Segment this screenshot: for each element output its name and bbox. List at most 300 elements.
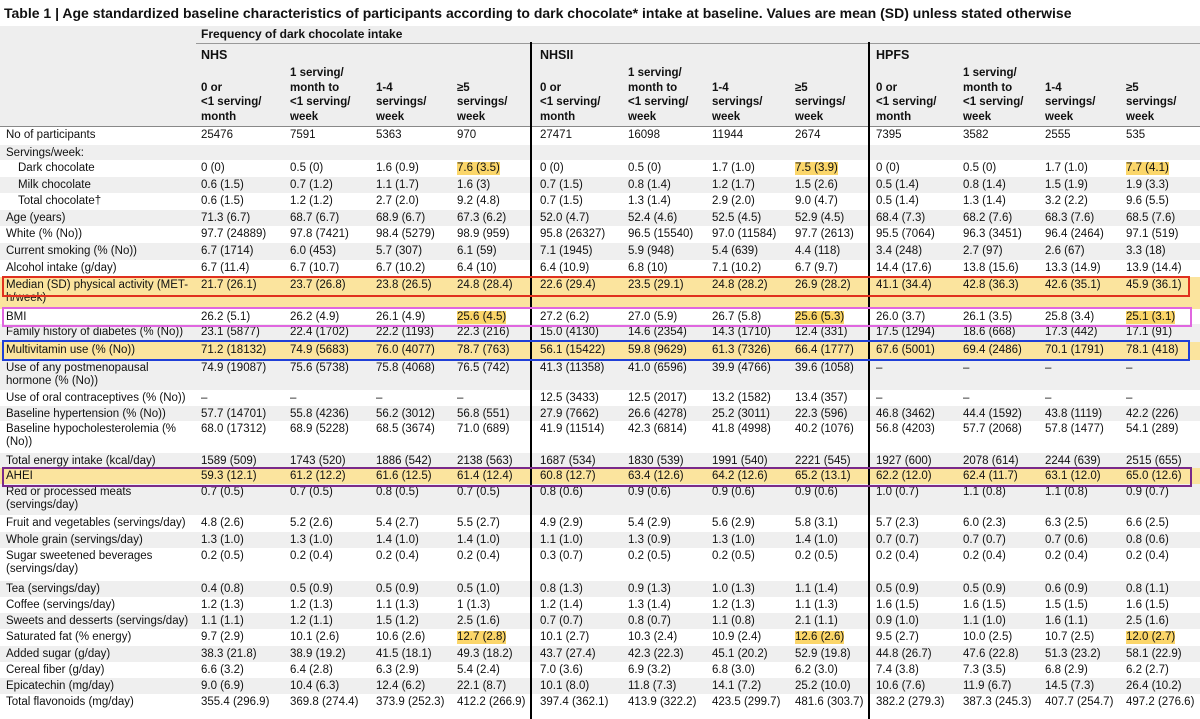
table-cell: 97.7 (2613) [795,228,854,240]
table-cell: 0.2 (0.5) [795,550,838,562]
table-row [0,406,1200,421]
table-cell: 13.4 (357) [795,392,848,404]
table-cell: 2078 (614) [963,455,1019,467]
table-cell: 43.7 (27.4) [540,648,596,660]
study-divider-hpfs [868,42,870,719]
table-cell: 65.0 (12.6) [1126,470,1182,482]
table-cell: 5.2 (2.6) [290,517,333,529]
table-cell: 423.5 (299.7) [712,696,781,708]
table-cell: 6.6 (2.5) [1126,517,1169,529]
table-cell: 6.1 (59) [457,245,497,257]
table-cell: 5.9 (948) [628,245,675,257]
table-row [0,177,1200,193]
table-cell: 13.3 (14.9) [1045,262,1101,274]
table-cell: 0.4 (0.8) [201,583,244,595]
row-label: Servings/week: [6,147,84,159]
table-cell: 26.0 (3.7) [876,311,926,323]
study-divider-nhsii [530,42,532,719]
table-cell: – [1126,362,1133,374]
table-cell: 5.8 (3.1) [795,517,838,529]
row-label: Fruit and vegetables (servings/day) [6,517,186,529]
table-cell: 62.4 (11.7) [963,470,1018,482]
table-cell: 1.1 (0.8) [712,615,755,627]
table-cell: 497.2 (276.6) [1126,696,1195,708]
table-cell: 369.8 (274.4) [290,696,359,708]
row-label: Added sugar (g/day) [6,648,111,660]
table-cell: 68.9 (5228) [290,423,349,435]
column-header: 1 serving/ month to <1 serving/ week [290,67,351,123]
table-cell: 0.2 (0.5) [628,550,671,562]
table-cell: 6.8 (10) [628,262,668,274]
table-cell: 12.4 (6.2) [376,680,426,692]
table-cell: 18.6 (668) [963,326,1016,338]
table-cell: 0.2 (0.5) [201,550,244,562]
table-cell: 2138 (563) [457,455,513,467]
table-cell: – [1126,392,1133,404]
table-cell: 10.9 (2.4) [712,631,762,643]
table-cell: 74.9 (19087) [201,362,267,374]
table-cell: 5.6 (2.9) [712,517,755,529]
table-cell: 14.6 (2354) [628,326,687,338]
table-cell: 40.2 (1076) [795,423,854,435]
table-cell: 2221 (545) [795,455,851,467]
table-cell: 2.6 (67) [1045,245,1085,257]
table-cell: 52.4 (4.6) [628,212,678,224]
table-cell: 1.1 (1.0) [540,534,583,546]
table-cell: 17.1 (91) [1126,326,1173,338]
table-cell: 96.4 (2464) [1045,228,1104,240]
table-row [0,421,1200,453]
table-cell: 75.8 (4068) [376,362,435,374]
table-cell: 1.1 (0.8) [1045,486,1088,498]
table-cell: 1.4 (1.0) [457,534,500,546]
frequency-header: Frequency of dark chocolate intake [201,27,403,41]
table-cell: – [290,392,297,404]
table-cell: 9.0 (6.9) [201,680,244,692]
table-cell: 17.5 (1294) [876,326,935,338]
table-row [0,581,1200,597]
table-cell: 16098 [628,129,660,141]
table-cell: 9.6 (5.5) [1126,195,1169,207]
table-cell: 49.3 (18.2) [457,648,513,660]
table-cell: 0.2 (0.4) [376,550,419,562]
table-cell: 6.7 (1714) [201,245,254,257]
table-cell: 25.8 (3.4) [1045,311,1095,323]
table-cell: 22.3 (216) [457,326,510,338]
table-cell: 52.0 (4.7) [540,212,590,224]
table-cell: 10.7 (2.5) [1045,631,1095,643]
table-cell: 26.7 (5.8) [712,311,762,323]
row-label: Whole grain (servings/day) [6,534,143,546]
table-cell: 1.1 (1.1) [201,615,244,627]
table-cell: 1.3 (1.4) [963,195,1006,207]
table-cell: 17.3 (442) [1045,326,1098,338]
row-label: Tea (servings/day) [6,583,100,595]
column-header: 0 or <1 serving/ month [201,81,262,123]
table-cell: 71.3 (6.7) [201,212,251,224]
table-row [0,678,1200,694]
table-cell: 1.0 (0.7) [876,486,919,498]
table-cell: 1886 (542) [376,455,432,467]
table-cell: 0.7 (0.7) [876,534,919,546]
table-cell: 26.2 (5.1) [201,311,251,323]
row-label: Dark chocolate [18,162,95,174]
row-label: Median (SD) physical activity (MET-h/week) [6,279,189,304]
table-cell: 9.7 (2.9) [201,631,244,643]
table-row [0,127,1200,145]
table-cell: 0.7 (0.6) [1045,534,1088,546]
table-row [0,309,1200,324]
table-cell: 0.9 (1.0) [876,615,919,627]
table-cell: 0.7 (0.5) [290,486,333,498]
table-cell: 0.9 (0.6) [712,486,755,498]
table-cell: 5.4 (2.9) [628,517,671,529]
table-cell: 412.2 (266.9) [457,696,526,708]
table-cell: 26.1 (4.9) [376,311,426,323]
table-cell: 97.1 (519) [1126,228,1179,240]
table-cell: 38.9 (19.2) [290,648,346,660]
table-cell: 60.8 (12.7) [540,470,596,482]
table-row [0,360,1200,390]
table-cell: 68.7 (6.7) [290,212,340,224]
table-cell: 68.9 (6.7) [376,212,426,224]
table-row [0,646,1200,662]
table-cell: 413.9 (322.2) [628,696,697,708]
table-cell: 78.7 (763) [457,344,510,356]
table-cell: 44.8 (26.7) [876,648,932,660]
table-cell: 1.1 (1.3) [795,599,838,611]
table-cell: 10.3 (2.4) [628,631,678,643]
table-cell: 44.4 (1592) [963,408,1022,420]
table-cell: 7.1 (1945) [540,245,593,257]
table-cell: 68.0 (17312) [201,423,267,435]
row-label: Multivitamin use (% (No)) [6,344,136,356]
table-cell: – [201,392,208,404]
table-cell: 4.4 (118) [795,245,841,257]
table-cell: 96.3 (3451) [963,228,1022,240]
table-cell: 0.5 (1.0) [457,583,500,595]
table-cell: 61.2 (12.2) [290,470,346,482]
table-row [0,390,1200,406]
table-cell: 55.8 (4236) [290,408,349,420]
table-cell: 0.7 (1.2) [290,179,333,191]
table-cell: 47.6 (22.8) [963,648,1019,660]
table-cell: 42.8 (36.3) [963,279,1019,291]
table-row [0,629,1200,646]
row-label: Alcohol intake (g/day) [6,262,117,274]
table-cell: 7.5 (3.9) [795,162,838,174]
table-cell: 1.6 (0.9) [376,162,419,174]
table-row [0,613,1200,629]
row-label: No of participants [6,129,96,141]
table-cell: 26.4 (10.2) [1126,680,1182,692]
table-cell: 1589 (509) [201,455,257,467]
table-cell: 3.4 (248) [876,245,923,257]
table-cell: 6.4 (10) [457,262,497,274]
table-cell: 27471 [540,129,572,141]
row-label: Family history of diabetes (% (No)) [6,326,184,338]
table-cell: 0.7 (0.7) [540,615,583,627]
row-label: Current smoking (% (No)) [6,245,137,257]
table-cell: 23.1 (5877) [201,326,260,338]
table-cell: 23.7 (26.8) [290,279,346,291]
table-cell: – [1045,392,1052,404]
table-cell: 0.6 (0.9) [1045,583,1088,595]
table-cell: 970 [457,129,477,141]
table-cell: 64.2 (12.6) [712,470,768,482]
table-cell: 26.1 (3.5) [963,311,1013,323]
table-cell: 0.5 (0.9) [963,583,1006,595]
row-label: Total flavonoids (mg/day) [6,696,134,708]
table-cell: 6.7 (10.2) [376,262,426,274]
table-cell: 0.2 (0.4) [457,550,500,562]
table-cell: 0.9 (0.6) [628,486,671,498]
table-cell: 12.4 (331) [795,326,848,338]
table-cell: 1.3 (1.0) [290,534,333,546]
table-cell: 0.6 (1.5) [201,179,244,191]
table-row [0,662,1200,678]
table-cell: 13.2 (1582) [712,392,771,404]
table-cell: 2515 (655) [1126,455,1182,467]
row-label: Baseline hypocholesterolemia (% (No)) [6,423,177,448]
table-row [0,468,1200,484]
study-header-nhs: NHS [201,48,228,62]
table-cell: 10.6 (2.6) [376,631,426,643]
row-label: Age (years) [6,212,66,224]
table-cell: 0.2 (0.4) [290,550,333,562]
table-cell: 1.2 (1.3) [290,599,333,611]
table-cell: 2.5 (1.6) [1126,615,1169,627]
table-cell: 63.1 (12.0) [1045,470,1101,482]
table-cell: 1.6 (1.5) [1126,599,1169,611]
table-cell: 3.3 (18) [1126,245,1166,257]
row-label: Baseline hypertension (% (No)) [6,408,166,420]
table-cell: 9.2 (4.8) [457,195,500,207]
table-cell: 1.9 (3.3) [1126,179,1169,191]
table-cell: 535 [1126,129,1146,141]
table-cell: 52.5 (4.5) [712,212,762,224]
table-cell: 0.7 (0.7) [963,534,1006,546]
table-cell: 6.7 (11.4) [201,262,250,274]
table-cell: 0.7 (1.5) [540,195,583,207]
row-label: Sweets and desserts (servings/day) [6,615,189,627]
table-cell: 14.3 (1710) [712,326,771,338]
table-cell: 69.4 (2486) [963,344,1022,356]
table-cell: 387.3 (245.3) [963,696,1032,708]
table-cell: 5.5 (2.7) [457,517,500,529]
table-cell: 22.4 (1702) [290,326,349,338]
table-cell: 0.8 (1.4) [628,179,671,191]
table-cell: 7591 [290,129,316,141]
table-cell: – [963,362,970,374]
table-cell: 1687 (534) [540,455,596,467]
table-cell: – [457,392,464,404]
table-cell: 74.9 (5683) [290,344,349,356]
row-label: Epicatechin (mg/day) [6,680,115,692]
table-cell: 6.0 (2.3) [963,517,1006,529]
table-cell: 1.3 (1.4) [628,195,671,207]
table-row [0,597,1200,613]
table-cell: 24.8 (28.4) [457,279,513,291]
table-cell: 1.6 (3) [457,179,491,191]
table-cell: 6.4 (10.9) [540,262,590,274]
row-label: Use of oral contraceptives (% (No)) [6,392,186,404]
table-cell: 1.6 (1.5) [963,599,1006,611]
table-cell: 1.2 (1.2) [290,195,333,207]
table-cell: 52.9 (4.5) [795,212,845,224]
table-cell: 0.8 (1.3) [540,583,583,595]
table-cell: 95.5 (7064) [876,228,935,240]
table-cell: 0 (0) [201,162,225,174]
column-header: 1 serving/ month to <1 serving/ week [963,67,1024,123]
table-cell: 45.1 (20.2) [712,648,768,660]
table-cell: 12.6 (2.6) [795,631,845,643]
table-cell: 1.1 (1.7) [376,179,419,191]
table-cell: 1.2 (1.4) [540,599,583,611]
table-cell: – [963,392,970,404]
table-cell: 1.3 (1.0) [201,534,244,546]
table-cell: 38.3 (21.8) [201,648,257,660]
row-label: Total energy intake (kcal/day) [6,455,156,467]
table-cell: 68.5 (3674) [376,423,435,435]
table-cell: 0.6 (1.5) [201,195,244,207]
table-row [0,453,1200,468]
table-cell: 75.6 (5738) [290,362,349,374]
table-cell: 10.4 (6.3) [290,680,340,692]
table-row [0,324,1200,342]
row-label: AHEI [6,470,33,482]
table-cell: 373.9 (252.3) [376,696,445,708]
table-cell: 1.4 (1.0) [795,534,838,546]
table-cell: 45.9 (36.1) [1126,279,1182,291]
table-cell: 0.8 (1.4) [963,179,1006,191]
column-header: ≥5 servings/ week [1126,81,1177,123]
table-cell: 7.6 (3.5) [457,162,500,174]
table-cell: 11.9 (6.7) [963,680,1012,692]
table-cell: 0.5 (0.9) [376,583,419,595]
table-cell: 11944 [712,129,744,141]
table-cell: 7.7 (4.1) [1126,162,1169,174]
table-cell: 22.3 (596) [795,408,848,420]
table-cell: 9.0 (4.7) [795,195,838,207]
table-cell: 71.2 (18132) [201,344,267,356]
table-cell: 23.8 (26.5) [376,279,432,291]
table-cell: 12.0 (2.7) [1126,631,1176,643]
row-label: Sugar sweetened beverages (servings/day) [6,550,153,575]
column-header: 1 serving/ month to <1 serving/ week [628,67,689,123]
table-cell: 1.1 (1.0) [963,615,1006,627]
table-cell: 1.5 (1.2) [376,615,419,627]
table-cell: 9.5 (2.7) [876,631,919,643]
table-cell: 2.1 (1.1) [795,615,838,627]
table-cell: 42.3 (6814) [628,423,687,435]
table-cell: 5.7 (2.3) [876,517,919,529]
table-cell: 25.6 (4.5) [457,311,507,323]
column-header: ≥5 servings/ week [795,81,846,123]
table-row [0,226,1200,243]
table-cell: – [876,362,883,374]
row-label: Saturated fat (% energy) [6,631,132,643]
table-cell: 57.7 (14701) [201,408,267,420]
study-header-nhsii: NHSII [540,48,574,62]
table-cell: 2.9 (2.0) [712,195,755,207]
table-cell: 25.2 (10.0) [795,680,851,692]
table-cell: 70.1 (1791) [1045,344,1104,356]
table-cell: 12.7 (2.8) [457,631,507,643]
row-label: White (% (No)) [6,228,83,240]
table-cell: 59.3 (12.1) [201,470,257,482]
row-label: Total chocolate† [18,195,102,207]
table-cell: 0.2 (0.4) [876,550,919,562]
table-cell: 0.9 (1.3) [628,583,671,595]
table-cell: 57.8 (1477) [1045,423,1104,435]
table-cell: 14.1 (7.2) [712,680,762,692]
table-cell: 6.8 (3.0) [712,664,755,676]
table-cell: 407.7 (254.7) [1045,696,1114,708]
table-cell: 0.5 (0.9) [290,583,333,595]
table-cell: 5363 [376,129,402,141]
table-cell: 21.7 (26.1) [201,279,257,291]
table-cell: 1.3 (1.0) [712,534,755,546]
table-cell: 71.0 (689) [457,423,510,435]
table-cell: 26.9 (28.2) [795,279,851,291]
table-row [0,193,1200,210]
table-cell: 26.2 (4.9) [290,311,340,323]
table-cell: 56.8 (551) [457,408,510,420]
table-cell: 56.1 (15422) [540,344,606,356]
table-cell: 97.8 (7421) [290,228,349,240]
table-cell: 98.4 (5279) [376,228,435,240]
table-cell: 6.2 (2.7) [1126,664,1169,676]
table-cell: 1.3 (0.9) [628,534,671,546]
table-cell: 41.0 (6596) [628,362,687,374]
table-row [0,160,1200,177]
table-cell: 67.6 (5001) [876,344,935,356]
table-cell: 0.3 (0.7) [540,550,583,562]
table-cell: 6.8 (2.9) [1045,664,1088,676]
table-cell: 68.5 (7.6) [1126,212,1176,224]
table-cell: 43.8 (1119) [1045,408,1103,420]
table-cell: 1.2 (1.1) [290,615,333,627]
table-cell: 6.3 (2.9) [376,664,419,676]
table-cell: 95.8 (26327) [540,228,606,240]
table-cell: 57.7 (2068) [963,423,1022,435]
table-cell: 0.5 (1.4) [876,195,919,207]
table-cell: 6.3 (2.5) [1045,517,1088,529]
table-cell: 0.7 (1.5) [540,179,583,191]
table-cell: 1830 (539) [628,455,684,467]
table-cell: 22.1 (8.7) [457,680,507,692]
table-cell: 1.3 (1.4) [628,599,671,611]
frequency-underline [196,43,1200,44]
column-header: ≥5 servings/ week [457,81,508,123]
table-row [0,342,1200,360]
table-cell: 1.5 (2.6) [795,179,838,191]
table-cell: 2.7 (2.0) [376,195,419,207]
table-cell: 42.2 (226) [1126,408,1179,420]
table-cell: 1.4 (1.0) [376,534,419,546]
table-cell: 42.3 (22.3) [628,648,684,660]
table-cell: 1.1 (1.3) [376,599,419,611]
table-cell: 1.2 (1.3) [201,599,244,611]
table-cell: 52.9 (19.8) [795,648,851,660]
table-cell: 2555 [1045,129,1071,141]
table-cell: 56.8 (4203) [876,423,935,435]
table-cell: 6.0 (453) [290,245,337,257]
table-cell: 0.5 (0.9) [876,583,919,595]
table-row [0,515,1200,532]
table-cell: 0.2 (0.4) [1126,550,1169,562]
